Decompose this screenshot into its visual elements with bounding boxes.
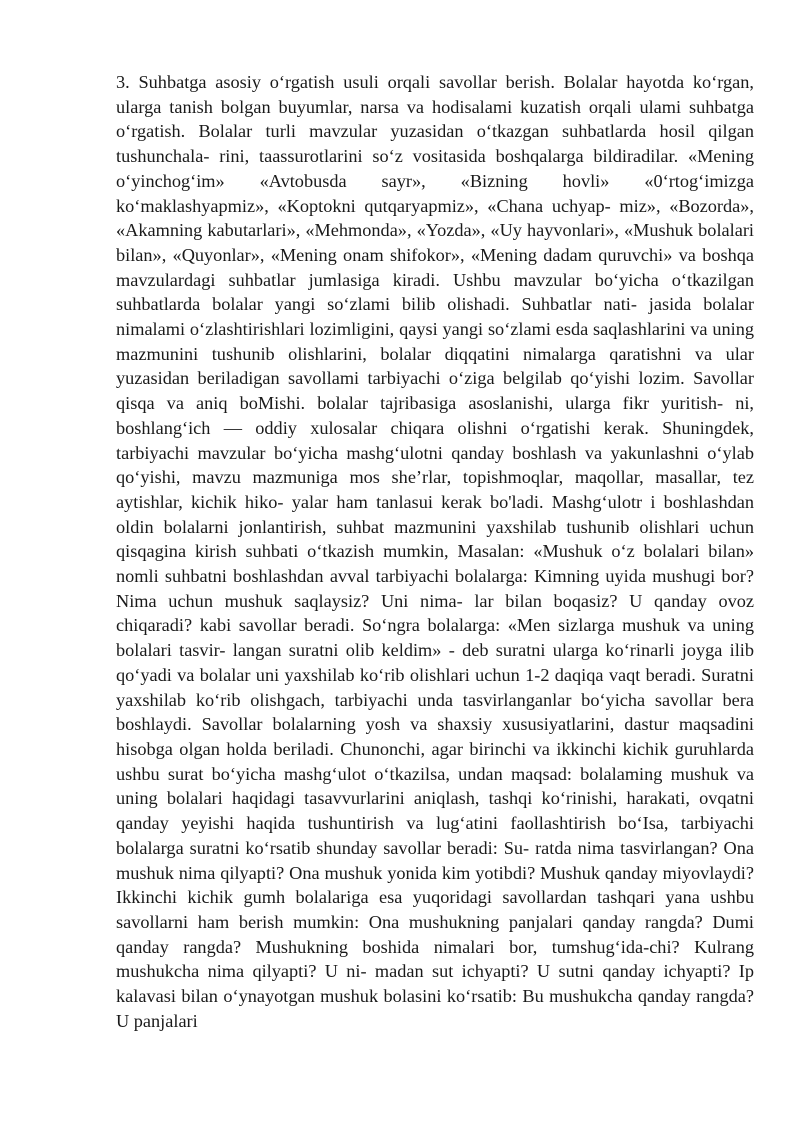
body-paragraph: 3. Suhbatga asosiy o‘rgatish usuli orqali savollar berish. Bolalar hayotda ko‘rgan, ularga tanish bolgan buyumlar, narsa va hodisalami kuzatish orqali ulami suhbatga o‘rgatish. Bolalar turli mavzular yuzasidan o‘tkazgan suhbatlarda hosil qilgan tushunchala- rini, taassurotlarini so‘z vositasida boshqalarga bildiradilar. «Mening o‘yinchog‘im» «Avtobusda sayr», «Bizning hovli» «0‘rtog‘imizga ko‘maklashyapmiz», «Koptokni qutqaryapmiz», «Chana uchyap- miz», «Bozorda», «Akamning kabutarlari», «Mehmonda», «Yozda», «Uy hayvonlari», «Mushuk bolalari bilan», «Quyonlar», «Mening onam shifokor», «Mening dadam quruvchi» va boshqa mavzulardagi suhbatlar jumlasiga kiradi. Ushbu mavzular bo‘yicha o‘tkazilgan suhbatlarda bolalar yangi so‘zlami bilib olishadi. Suhbatlar nati- jasida bolalar nimalami o‘zlashtirishlari lozimligini, qaysi yangi so‘zlami esda saqlashlarini va uning mazmunini tushunib olishlarini, bolalar diqqatini nimalarga qaratishni va ular yuzasidan beriladigan savollami tarbiyachi o‘ziga belgilab qo‘yishi lozim. Savollar qisqa va aniq boMishi. bolalar tajribasiga asoslanishi, ularga fikr yuritish- ni, boshlang‘ich — oddiy xulosalar chiqara olishni o‘rgatishi kerak. Shuningdek, tarbiyachi mavzular bo‘yicha mashg‘ulotni qanday boshlash va yakunlashni o‘ylab qo‘yishi, mavzu mazmuniga mos she’rlar, topishmoqlar, maqollar, masallar, tez aytishlar, kichik hiko- yalar ham tanlasui kerak bo'ladi. Mashg‘ulotr i boshlashdan oldin bolalarni jonlantirish, suhbat mazmunini yaxshilab tushunib olishlari uchun qisqagina kirish suhbati o‘tkazish mumkin, Masalan: «Mushuk o‘z bolalari bilan» nomli suhbatni boshlashdan avval tarbiyachi bolalarga: Kimning uyida mushugi bor? Nima uchun mushuk saqlaysiz? Uni nima- lar bilan boqasiz? U qanday ovoz chiqaradi? kabi savollar beradi. So‘ngra bolalarga: «Men sizlarga mushuk va uning bolalari tasvir- langan suratni olib keldim» - deb suratni ularga ko‘rinarli joyga ilib qo‘yadi va bolalar uni yaxshilab ko‘rib olishlari uchun 1-2 daqiqa vaqt beradi. Suratni yaxshilab ko‘rib olishgach, tarbiyachi unda tasvirlanganlar bo‘yicha savollar bera boshlaydi. Savollar bolalarning yosh va shaxsiy xususiyatlarini, dastur maqsadini hisobga olgan holda beriladi. Chunonchi, agar birinchi va ikkinchi kichik guruhlarda ushbu surat bo‘yicha mashg‘ulot o‘tkazilsa, undan maqsad: bolalaming mushuk va uning bolalari haqidagi tasavvurlarini aniqlash, tashqi ko‘rinishi, harakati, ovqatni qanday yeyishi haqida tushuntirish va lug‘atini faollashtirish bo‘Isa, tarbiyachi bolalarga suratni ko‘rsatib shunday savollar beradi: Su- ratda nima tasvirlangan? Ona mushuk nima qilyapti? Ona mushuk yonida kim yotibdi? Mushuk qanday miyovlaydi? Ikkinchi kichik gumh bolalariga esa yuqoridagi savollardan tashqari yana ushbu savollarni ham berish mumkin: Ona mushukning panjalari qanday rangda? Dumi qanday rangda? Mushukning boshida nimalari bor, tumshug‘ida-chi? Kulrang mushukcha nima qilyapti? U ni- madan sut ichyapti? U sutni qanday ichyapti? Ip kalavasi bilan o‘ynayotgan mushuk bolasini ko‘rsatib: Bu mushukcha qanday rangda? U panjalari <box>116 72 754 1031</box>
